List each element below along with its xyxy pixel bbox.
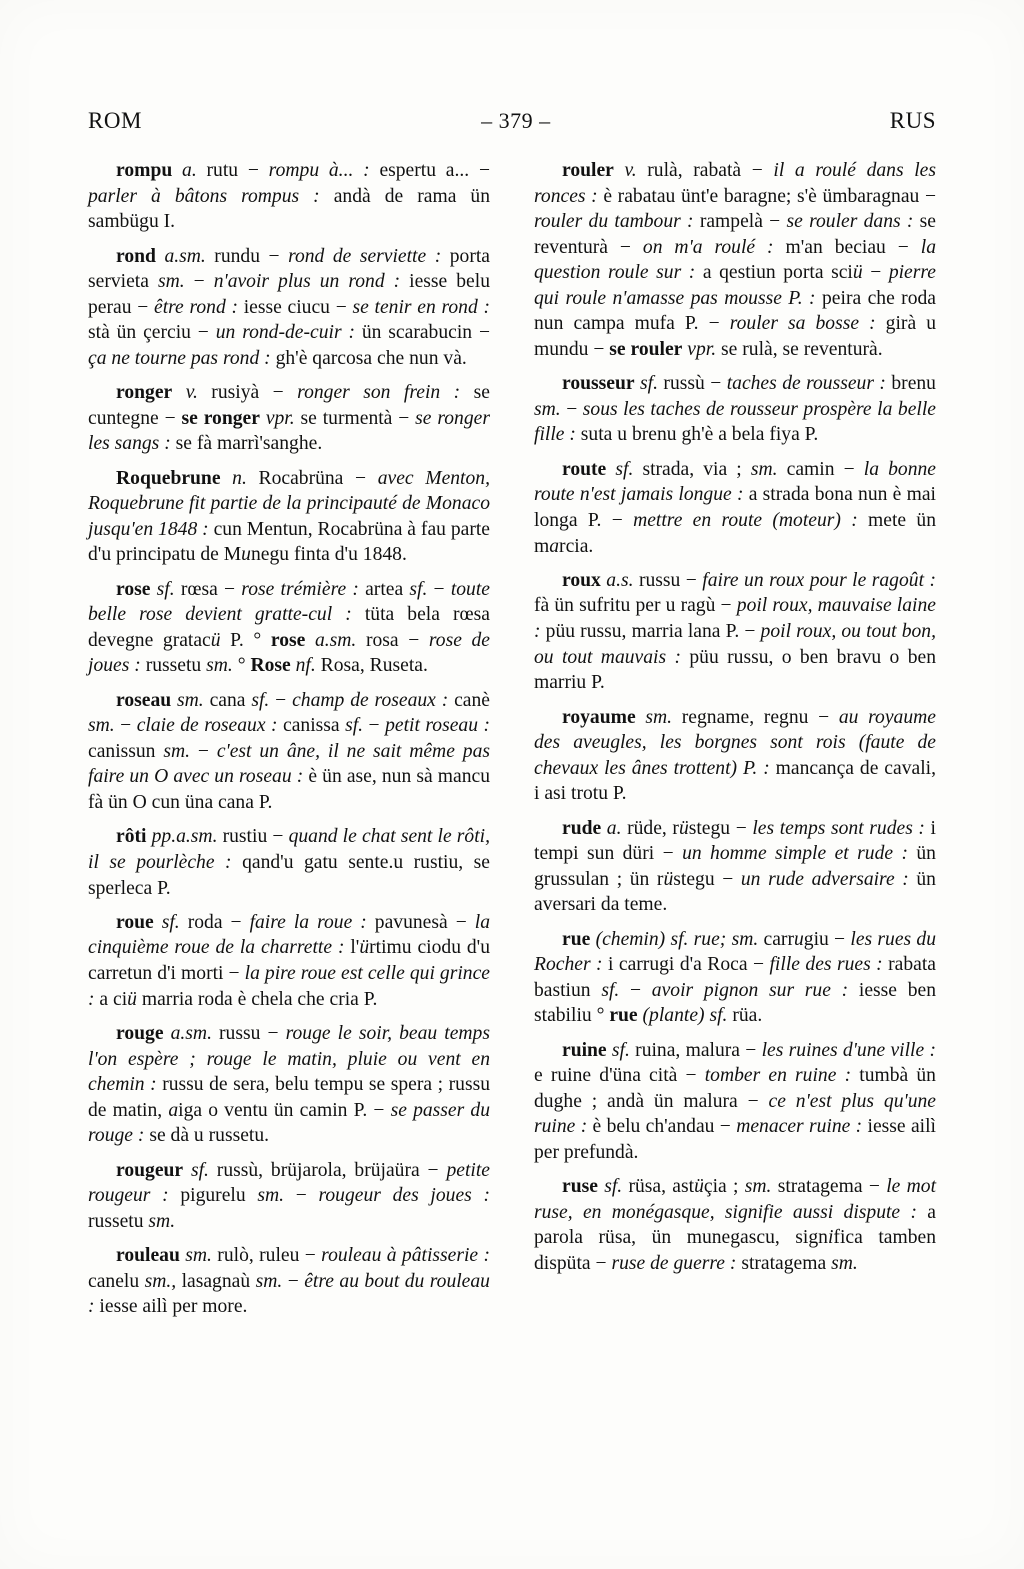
page-number: – 379 – bbox=[481, 108, 551, 133]
entry-rouleau: rouleau sm. rulò, ruleu − rouleau à pâtisserie : canelu sm., lasagnaù sm. − être au bout du rouleau : iesse ailì per more. bbox=[88, 1245, 491, 1318]
entry-rond: rond a.sm. rundu − rond de serviette : porta servieta sm. − n'avoir plus un rond : iesse belu perau − être rond : iesse ciucu − se tenir en rond : stà ün çerciu − un rond-de-cuir : ün scarabucin − ça ne tourne pas rond : gh'è qarcosa che nun và. bbox=[88, 245, 491, 369]
entry-rude: rude a. rüde, rüstegu − les temps sont rudes : i tempi sun düri − un homme simple et rude : ün grussulan ; ün rüstegu − un rude adversaire : ün aversari da teme. bbox=[534, 817, 936, 916]
entry-roquebrune: Roquebrune n. Rocabrüna − avec Menton, Roquebrune fit partie de la principauté de Monaco jusqu'en 1848 : cun Mentun, Rocabrüna à fau parte d'u principatu de Munegu finta d'u 1848. bbox=[88, 467, 490, 566]
entry-roux: roux a.s. russu − faire un roux pour le ragoût : fà ün sufritu per u ragù − poil roux, mauvaise laine : püu russu, marria lana P. − poil roux, ou tout bon, ou tout mauvais : püu russu, o ben bravu o ben marriu P. bbox=[534, 569, 936, 694]
running-head-right: RUS bbox=[889, 108, 936, 133]
entry-route: route sf. strada, via ; sm. camin − la bonne route n'est jamais longue : a strada bona nun è mai longa P. − mettre en route (moteur) : mete ün marcia. bbox=[534, 458, 936, 557]
left-column bbox=[88, 158, 490, 1321]
right-column bbox=[534, 158, 936, 1321]
entry-rompu: rompu a. rutu − rompu à... : espertu a... − parler à bâtons rompus : andà de rama ün sambügu I. bbox=[88, 160, 490, 233]
entry-roseau: roseau sm. cana sf. − champ de roseaux : canè sm. − claie de roseaux : canissa sf. − petit roseau : canissun sm. − c'est un âne, il ne sait même pas faire un O avec un roseau : è ün ase, nun sà mancu fà ün O cun üna cana P. bbox=[88, 689, 490, 813]
entry-ruse: ruse sf. rüsa, astüçia ; sm. stratagema − le mot ruse, en monégasque, signifie aussi dispute : a parola rüsa, ün munegascu, significa tamben dispüta − ruse de guerre : stratagema sm. bbox=[534, 1176, 937, 1274]
entry-rue: rue (chemin) sf. rue; sm. carrugiu − les rues du Rocher : i carrugi d'a Roca − fille des rues : rabata bastiun sf. − avoir pignon sur rue : iesse ben stabiliu ° rue (plante) sf. rüa. bbox=[534, 928, 936, 1027]
entry-rouge: rouge a.sm. russu − rouge le soir, beau temps l'on espère ; rouge le matin, pluie ou vent en chemin : russu de sera, belu tempu se spera ; russu de matin, aiga o ventu ün camin P. − se passer du rouge : se dà u russetu. bbox=[88, 1022, 490, 1147]
column-container bbox=[88, 158, 936, 1321]
entry-ruine: ruine sf. ruina, malura − les ruines d'une ville : e ruine d'üna cità − tomber en ruine : tumbà ün dughe ; andà ün malura − ce n'est plus qu'une ruine : è belu ch'andau − menacer ruine : iesse ailì per prefundà. bbox=[534, 1039, 936, 1163]
entry-rouler: rouler v. rulà, rabatà − il a roulé dans les ronces : è rabatau ünt'e baragne; s'è ümbaragnau − rouler du tambour : rampelà − se rouler dans : se reventurà − on m'a roulé : m'an beciau − la question roule sur : a qestiun porta sciü − pierre qui roule n'amasse pas mousse P. : peira che roda nun campa mufa P. − rouler sa bosse : girà u mundu − se rouler vpr. se rulà, se reventurà. bbox=[534, 160, 937, 360]
entry-royaume: royaume sm. regname, regnu − au royaume des aveugles, les borgnes sont rois (faute de chevaux les ânes trottent) P. : mancança de cavali, i asi trotu P. bbox=[534, 706, 936, 805]
entry-rose: rose sf. rœsa − rose trémière : artea sf. − toute belle rose devient gratte-cul : tüta bela rœsa devegne gratacü P. ° rose a.sm. rosa − rose de joues : russetu sm. ° Rose nf. Rosa, Ruseta. bbox=[88, 578, 490, 677]
entry-roue: roue sf. roda − faire la roue : pavunesà − la cinquième roue de la charrette : l'ürtimu ciodu d'u carretun d'i morti − la pire roue est celle qui grince : a ciü marria roda è chela che cria P. bbox=[88, 911, 490, 1010]
entry-roti: rôti pp.a.sm. rustiu − quand le chat sent le rôti, il se pourlèche : qand'u gatu sente.u rustiu, se sperleca P. bbox=[88, 826, 491, 899]
page-header bbox=[88, 108, 936, 134]
entry-rougeur: rougeur sf. russù, brüjarola, brüjaüra − petite rougeur : pigurelu sm. − rougeur des joues : russetu sm. bbox=[88, 1159, 490, 1232]
entry-rousseur: rousseur sf. russù − taches de rousseur : brenu sm. − sous les taches de rousseur prospère la belle fille : suta u brenu gh'è a bela fiya P. bbox=[534, 373, 936, 446]
running-head-left: ROM bbox=[88, 108, 142, 133]
entry-ronger: ronger v. rusiyà − ronger son frein : se cuntegne − se ronger vpr. se turmentà − se ronger les sangs : se fà marrì'sanghe. bbox=[88, 382, 490, 455]
